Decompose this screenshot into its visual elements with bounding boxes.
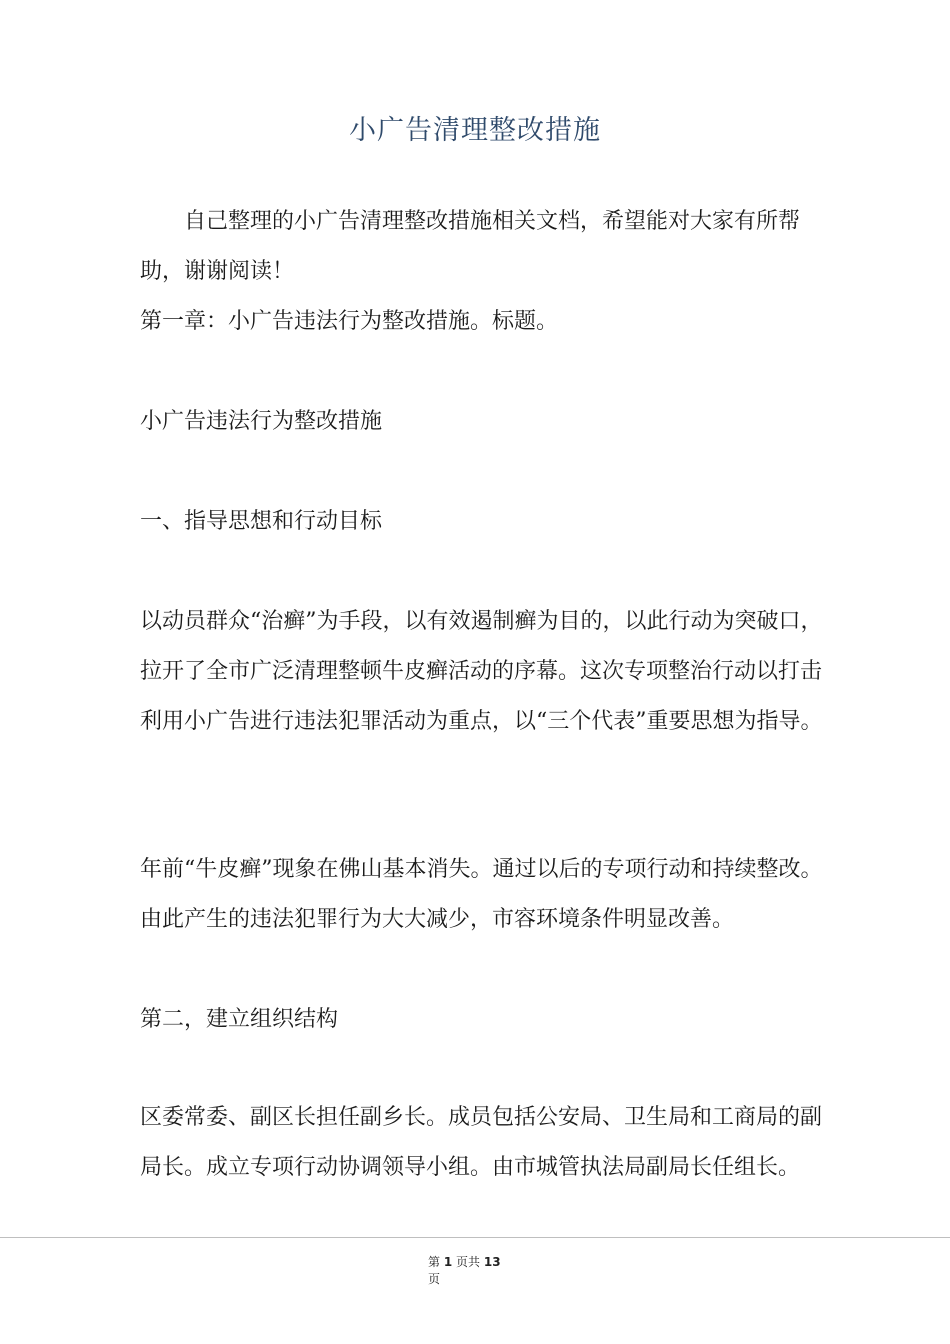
body-paragraph-2: 年前“牛皮癣”现象在佛山基本消失。通过以后的专项行动和持续整改。由此产生的违法犯罪行为大大减少，市容环境条件明显改善。 [140,857,823,932]
section-title: 小广告违法行为整改措施 [140,409,383,434]
footer-divider [0,1237,950,1238]
page-suffix: 页 [428,1272,441,1286]
section-heading-organization: 第二，建立组织结构 [140,1007,339,1032]
intro-paragraph: 自己整理的小广告清理整改措施相关文档，希望能对大家有所帮助，谢谢阅读！ [140,209,801,284]
page-prefix: 第 [428,1255,441,1269]
document-title: 小广告清理整改措施 [349,115,601,146]
page-middle: 页共 [456,1255,481,1269]
body-paragraph-3: 区委常委、副区长担任副乡长。成员包括公安局、卫生局和工商局的副局长。成立专项行动协调领导小组。由市城管执法局副局长任组长。 [140,1105,823,1180]
current-page-number: 1 [443,1255,453,1269]
body-paragraph-1: 以动员群众“治癣”为手段，以有效遏制癣为目的，以此行动为突破口，拉开了全市广泛清理整顿牛皮癣活动的序幕。这次专项整治行动以打击利用小广告进行违法犯罪活动为重点，以“三个代表”重要思想为指导。 [140,609,823,734]
section-heading-guiding: 一、指导思想和行动目标 [140,509,383,534]
chapter-heading: 第一章：小广告违法行为整改措施。标题。 [140,309,559,334]
page-number [428,1254,528,1288]
total-pages-number: 13 [483,1255,501,1269]
